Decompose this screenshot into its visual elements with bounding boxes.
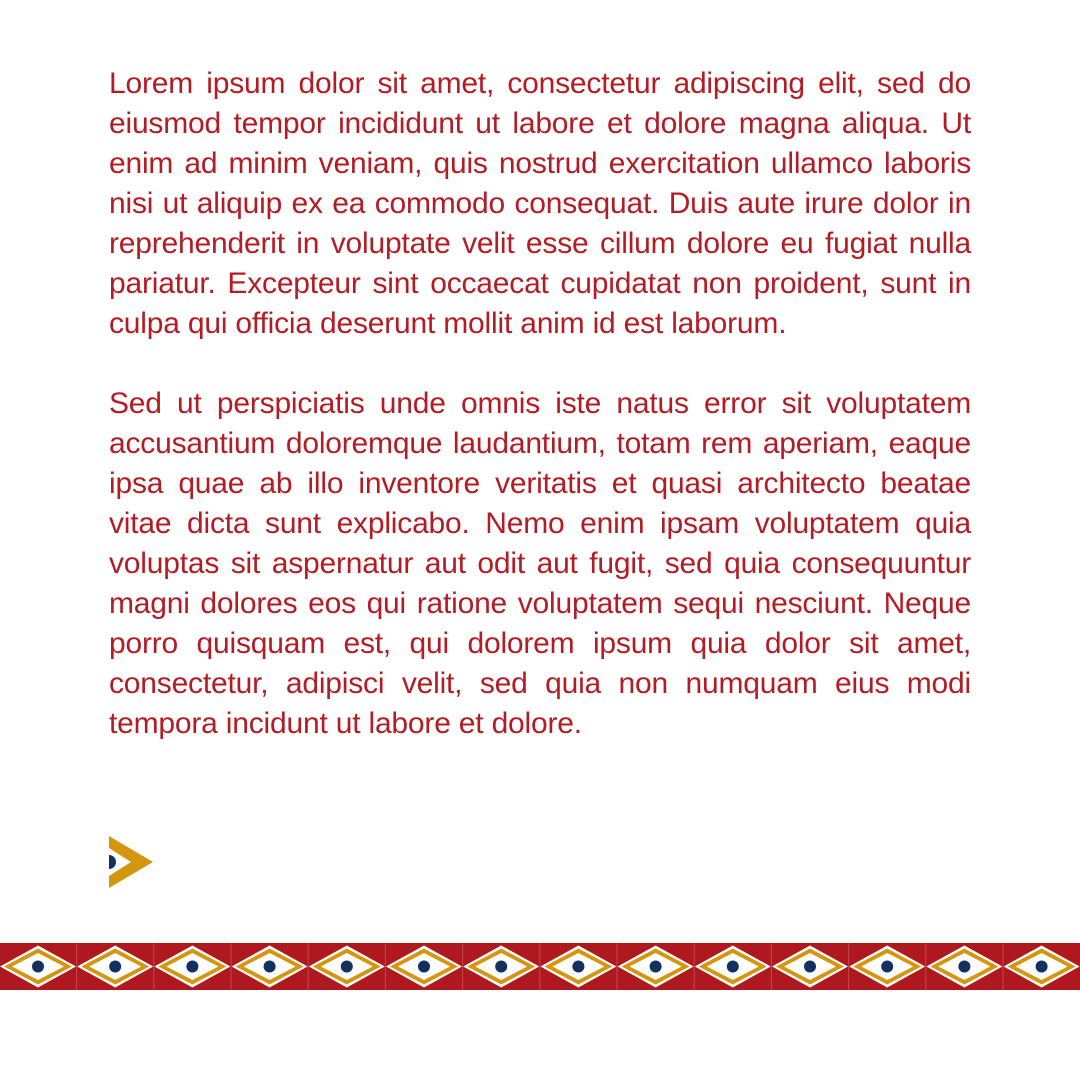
diamond-eye-icon [309, 946, 385, 988]
diamond-eye-icon [695, 946, 771, 988]
diamond-eye-icon [1004, 946, 1080, 988]
diamond-eye-icon [849, 946, 925, 988]
diamond-eye-icon [0, 946, 76, 988]
article-body [109, 64, 971, 744]
diamond-eye-icon [540, 946, 616, 988]
diamond-eye-icon [154, 946, 230, 988]
diamond-eye-icon [463, 946, 539, 988]
chevron-right-icon [109, 836, 153, 888]
diamond-eye-icon [386, 946, 462, 988]
next-arrow-button[interactable] [109, 836, 153, 888]
paragraph-2: Sed ut perspiciatis unde omnis iste natus error sit voluptatem accusantium doloremque laudantium, totam rem aperiam, eaque ipsa quae ab illo inventore veritatis et quasi architecto beatae vitae dicta sunt explicabo. Nemo enim ipsam voluptatem quia voluptas sit aspernatur aut odit aut fugit, sed quia consequuntur magni dolores eos qui ratione voluptatem sequi nesciunt. Neque porro quisquam est, qui dolorem ipsum quia dolor sit amet, consectetur, adipisci velit, sed quia non numquam eius modi tempora incidunt ut labore et dolore. [109, 387, 971, 740]
diamond-eye-icon [232, 946, 308, 988]
decorative-border [0, 943, 1080, 990]
diamond-eye-icon [926, 946, 1002, 988]
diamond-eye-icon [772, 946, 848, 988]
paragraph-1: Lorem ipsum dolor sit amet, consectetur adipiscing elit, sed do eiusmod tempor incididunt ut labore et dolore magna aliqua. Ut enim ad minim veniam, quis nostrud exercitation ullamco laboris nisi ut aliquip ex ea commodo consequat. Duis aute irure dolor in reprehenderit in voluptate velit esse cillum dolore eu fugiat nulla pariatur. Excepteur sint occaecat cupidatat non proident, sunt in culpa qui officia deserunt mollit anim id est laborum. [109, 67, 971, 340]
diamond-pattern [0, 943, 1080, 990]
diamond-eye-icon [618, 946, 694, 988]
diamond-eye-icon [77, 946, 153, 988]
